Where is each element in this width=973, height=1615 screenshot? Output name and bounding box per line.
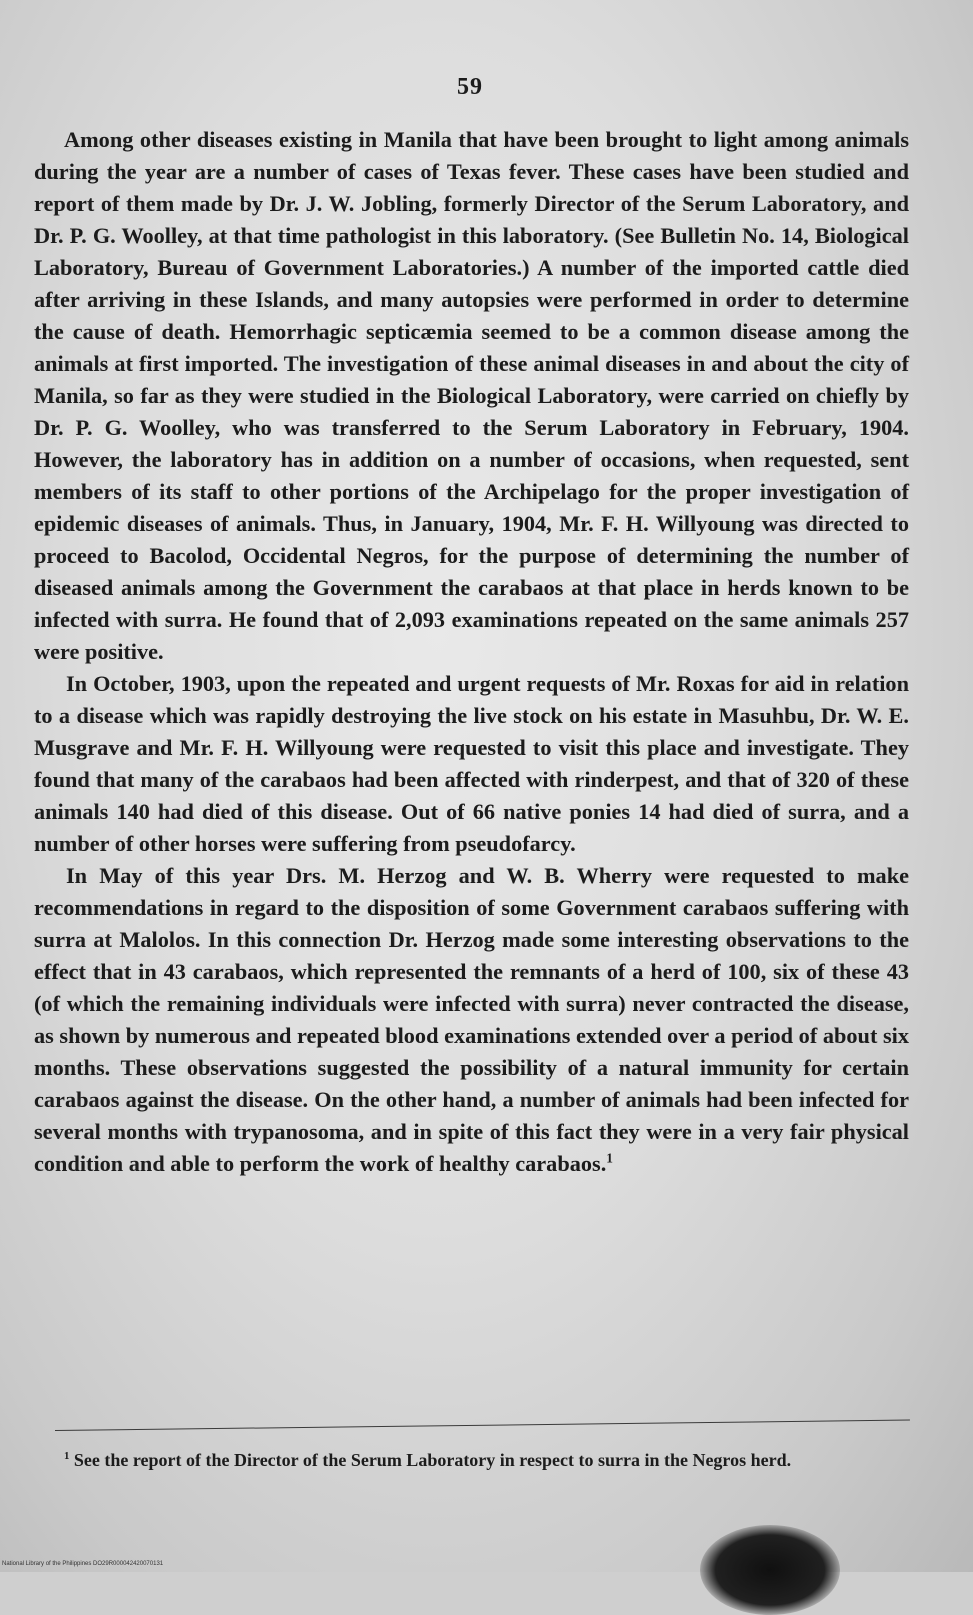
footnote-divider [55,1420,910,1431]
paragraph-3 [34,860,909,1180]
paragraph-3-text: In May of this year Drs. M. Herzog and W. B. Wherry were requested to make recommendations in regard to the disposition of some Government carabaos suffering with surra at Malolos. In this connection Dr. Herzog made some interesting observations to the effect that in 43 carabaos, which represented the remnants of a herd of 100, six of these 43 (of which the remaining individuals were infected with surra) never contracted the disease, as shown by numerous and repeated blood examinations extended over a period of about six months. These observations suggested the possibility of a natural immunity for certain carabaos against the disease. On the other hand, a number of animals had been infected for several months with trypanosoma, and in spite of this fact they were in a very fair physical condition and able to perform the work of healthy carabaos. [34,863,909,1176]
footnote-text: See the report of the Director of the Serum Laboratory in respect to surra in the Negros herd. [73,1450,792,1470]
page-number: 59 [457,74,483,100]
footnote [48,1445,910,1475]
scan-shadow [700,1525,840,1615]
footnote-reference: 1 [606,1150,613,1166]
footnote-marker: 1 [64,1450,70,1462]
body-text [34,124,909,1180]
paragraph-2: In October, 1903, upon the repeated and urgent requests of Mr. Roxas for aid in relation to a disease which was rapidly destroying the live stock on his estate in Masuhbu, Dr. W. E. Musgrave and Mr. F. H. Willyoung were requested to visit this place and investigate. They found that many of the carabaos had been affected with rinderpest, and that of 320 of these animals 140 had died of this disease. Out of 66 native ponies 14 had died of surra, and a number of other horses were suffering from pseudofarcy. [34,671,909,856]
scan-credit: National Library of the Philippines DO29R000042420070131 [2,1561,164,1567]
paragraph-1: Among other diseases existing in Manila that have been brought to light among animals during the year are a number of cases of Texas fever. These cases have been studied and report of them made by Dr. J. W. Jobling, formerly Director of the Serum Laboratory, and Dr. P. G. Woolley, at that time pathologist in this laboratory. (See Bulletin No. 14, Biological Laboratory, Bureau of Government Laboratories.) A number of the imported cattle died after arriving in these Islands, and many autopsies were performed in order to determine the cause of death. Hemorrhagic septicæmia seemed to be a common disease among the animals at first imported. The investigation of these animal diseases in and about the city of Manila, so far as they were studied in the Biological Laboratory, were carried on chiefly by Dr. P. G. Woolley, who was transferred to the Serum Laboratory in February, 1904. However, the laboratory has in addition on a number of occasions, when requested, sent members of its staff to other portions of the Archipelago for the proper investigation of epidemic diseases of animals. Thus, in January, 1904, Mr. F. H. Willyoung was directed to proceed to Bacolod, Occidental Negros, for the purpose of determining the number of diseased animals among the Government the carabaos at that place in herds known to be infected with surra. He found that of 2,093 examinations repeated on the same animals 257 were positive. [34,127,909,664]
